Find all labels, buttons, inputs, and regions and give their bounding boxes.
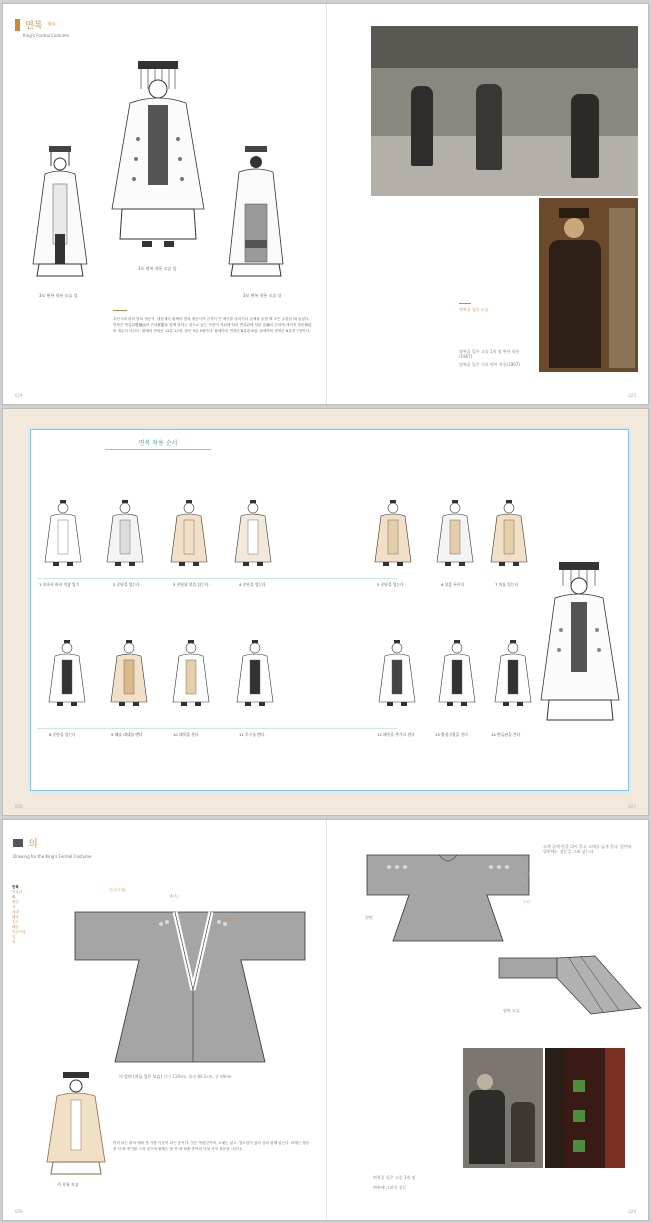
annotation-tie: 옷고름	[225, 918, 236, 922]
sidebar-item-6[interactable]: 대대	[12, 910, 19, 914]
steps-row-1	[41, 500, 561, 580]
step-figure-12	[379, 640, 415, 706]
sidebar-item-3[interactable]: 의	[12, 895, 16, 899]
step-label-8: 8 중단을 입는다	[49, 732, 76, 737]
annotation-right-2: 소매	[523, 872, 530, 876]
step-figure-11	[237, 640, 273, 706]
side-rule	[459, 303, 471, 304]
step-figure-2	[107, 500, 143, 566]
step-label-2: 2 중단을 입는다	[113, 582, 140, 587]
step-figure-3	[171, 500, 207, 566]
sidebar-item-1[interactable]: 면복	[12, 885, 19, 889]
gutter	[326, 4, 327, 404]
steps-row-2	[41, 640, 561, 730]
annotation-collar: 깃(깃고대)	[109, 888, 126, 892]
chapter-title: 면복	[25, 21, 43, 31]
step-label-3: 3 중단위 덧을 입는다	[173, 582, 209, 587]
sidebar-item-8[interactable]: 후수	[12, 920, 19, 924]
photo-robe-detail	[545, 1048, 625, 1168]
side-caption-2: 명복을 입은 기보 면복 착용(1907)	[459, 362, 520, 367]
king-figure-center	[108, 59, 208, 259]
step-figure-9	[111, 640, 147, 706]
step-figure-7	[491, 500, 527, 566]
step-label-13: 13 방심곡령을 건다	[435, 732, 468, 737]
chapter-subtitle: King's Formal Costume	[23, 33, 69, 38]
folio-left-2: 026	[15, 804, 23, 809]
step-label-1: 1 속바지 바지 적삼 입기	[39, 582, 80, 587]
figure-caption-1: 3모 면복 착용 모습 앞	[39, 293, 78, 298]
sidebar-item-9[interactable]: 폐슬	[12, 925, 19, 929]
historical-photo-procession	[371, 26, 638, 196]
historical-photo-portrait	[539, 198, 638, 372]
text-rule	[113, 310, 127, 311]
sidebar-item-10[interactable]: 방심곡령	[12, 930, 26, 934]
step-figure-1	[45, 500, 81, 566]
folio-right: 025	[628, 393, 636, 398]
chapter-heading	[15, 14, 69, 38]
gutter-3	[326, 820, 327, 1220]
folio-right-3: 029	[628, 1209, 636, 1214]
sidebar-index	[12, 885, 26, 945]
panel-title: 면복 착용 순서	[105, 438, 211, 450]
step-label-11: 11 후수를 맨다	[239, 732, 265, 737]
step-label-9: 9 폐슬 대대를 맨다	[111, 732, 143, 737]
pattern-heading	[13, 832, 91, 859]
photo-king-walking	[463, 1048, 543, 1168]
step-label-4: 4 중단을 입는다	[239, 582, 266, 587]
spread-1	[2, 3, 649, 405]
step-label-12: 12 패옥을 추가로 찬다	[377, 732, 415, 737]
spread-2	[2, 408, 649, 816]
king-figure-left	[29, 144, 91, 284]
side-caption-1: 명복을 입은 고종 1개 명 면복 착용(1907)	[459, 349, 520, 359]
sidebar-item-7[interactable]: 패옥	[12, 915, 19, 919]
step-figure-8	[49, 640, 85, 706]
step-figure-4	[235, 500, 271, 566]
robe-pattern-front	[65, 900, 317, 1070]
back-label: 뒷면	[365, 915, 373, 920]
folio-left-3: 028	[15, 1209, 23, 1214]
step-label-6: 6 상을 두른다	[441, 582, 465, 587]
robe-wearing-figure	[45, 1070, 107, 1180]
figure-caption-3: 3모 면복 착용 모습 뒤	[243, 293, 282, 298]
final-figure	[539, 560, 621, 730]
side-view-label: 옆면 모습	[503, 1008, 520, 1013]
pattern-title: 의	[28, 839, 38, 850]
step-figure-14	[495, 640, 531, 706]
sidebar-item-5[interactable]: 상	[12, 905, 16, 909]
king-figure-back	[225, 144, 287, 284]
sidebar-item-4[interactable]: 중단	[12, 900, 19, 904]
annotation-right-1: 깃	[523, 856, 527, 860]
pattern-caption-detail: 길이 119cm, 화장 86.5cm, 품 49cm	[163, 1074, 232, 1079]
dressing-order-panel	[30, 429, 629, 791]
spread-3	[2, 819, 649, 1221]
sidebar-item-2[interactable]: 면류관	[12, 890, 23, 894]
annotation-right-4: 도련	[523, 900, 530, 904]
figure-caption-2: 3모 면복 착용 모습 앞	[138, 266, 177, 271]
step-figure-10	[173, 640, 209, 706]
figure-caption-wearing: 의 착용 모습	[57, 1182, 79, 1187]
hanger-icon	[13, 839, 23, 847]
folio-right-2: 027	[628, 804, 636, 809]
annotation-band: 대(大)	[169, 894, 179, 898]
chapter-marker-icon	[15, 19, 20, 31]
sidebar-item-11[interactable]: 말	[12, 935, 16, 939]
step-label-5: 5 중단을 입는다	[377, 582, 404, 587]
sidebar-item-12[interactable]: 석	[12, 940, 16, 944]
robe-pattern-back	[363, 845, 533, 945]
step-label-14: 14 면류관을 쓴다	[491, 732, 521, 737]
chapter-title-small: 명복	[47, 21, 56, 27]
step-figure-13	[439, 640, 475, 706]
pattern-body: 면의 의는 왕의 예복 중 가장 기본이 되는 옷이다. 깃은 목판깃이며, 소매는 넓고, 옆트임이 있어 상과 함께 입는다. 의에는 장문 중 산·화·종이를 그려 넣으며 황제는 용·산·화·화충·종이의 다섯 가지 장문을 그린다.	[113, 1141, 310, 1151]
pattern-caption-text: 의 앞면 (의를 입은 모습)	[119, 1074, 162, 1079]
step-label-10: 10 패옥을 찬다	[173, 732, 199, 737]
pattern-subtitle: Drawing for the King's Formal Costume	[13, 854, 92, 859]
side-label: 면복을 입은 모습	[459, 307, 489, 312]
photo-caption-1: 면복을 입은 고종 1개 명	[373, 1175, 416, 1180]
step-figure-6	[437, 500, 473, 566]
step-figure-5	[375, 500, 411, 566]
annotation-right-3: 섶	[523, 886, 527, 890]
body-paragraph: 조선시대 왕의 법복 예공식, 대한제국 황제의 법복 예공식이 규격이 큰 예식을 올리거나 존례를 올릴 때 모든 주관한 때 입었다. 면복은 면류관冕旒冠과 곤복袞服을 함께 말하는 것으로 있는 사람이 지위에 따라 면류관에 달린 류旒의 곤복에 새겨진 장문章紋의 개수가 다르다. 황제의 면복은 12류 12장, 왕은 9류 9장이다. 황세자의 면복은 8류관 8장, 왕세자의 면복은 8류면 7장이다.	[113, 317, 312, 333]
step-label-7: 7 의를 입는다	[495, 582, 519, 587]
pattern-note: 소매 끝에 단을 대지 않고 소매를 넓게 한다. 앞면과 뒷면에는 장문을 그려 넣는다.	[543, 844, 632, 854]
pattern-caption	[119, 1074, 231, 1080]
photo-caption-2: 면복에 그려진 장문	[373, 1185, 407, 1190]
folio-left: 024	[15, 393, 23, 398]
